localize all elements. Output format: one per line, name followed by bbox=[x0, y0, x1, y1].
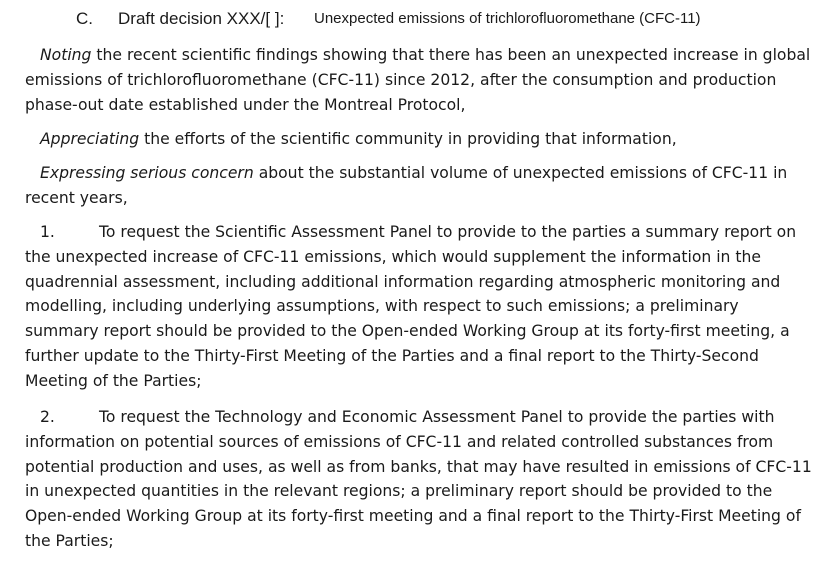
operative-paragraph-2 bbox=[25, 405, 817, 554]
preamble-text: the efforts of the scientific community in providing that information, bbox=[139, 130, 677, 148]
paragraph-number: 2. bbox=[40, 408, 55, 426]
preamble-text: the recent scientific findings showing that there has been an unexpected increase in global emissions of trichlorofluoromethane (CFC-11) since 2012, after the consumption and production phase-out date established under the Montreal Protocol, bbox=[25, 46, 811, 114]
preamble-paragraph-noting bbox=[25, 43, 817, 117]
operative-text: To request the Scientific Assessment Panel to provide to the parties a summary report on the unexpected increase of CFC-11 emissions, which would supplement the information in the quadrennial assessment, including additional information regarding atmospheric monitoring and modelling, including underlying assumptions, with respect to such emissions; a preliminary summary report should be provided to the Open-ended Working Group at its forty-first meeting, a further update to the Thirty-First Meeting of the Parties and a final report to the Thirty-Second Meeting of the Parties; bbox=[25, 223, 797, 390]
operative-paragraph-1 bbox=[25, 220, 817, 394]
paragraph-number: 1. bbox=[40, 223, 55, 241]
preamble-text: about the substantial volume of unexpected emissions of CFC-11 in recent years, bbox=[25, 164, 788, 207]
preamble-lead: Noting bbox=[40, 46, 92, 64]
preamble-paragraph-appreciating bbox=[25, 127, 817, 152]
operative-text: To request the Technology and Economic Assessment Panel to provide the parties with information on potential sources of emissions of CFC-11 and related controlled substances from potential production and uses, as well as from banks, that may have resulted in emissions of CFC-11 in unexpected quantities in the relevant regions; a preliminary report should be provided to the Open-ended Working Group at its forty-first meeting and a final report to the Thirty-First Meeting of the Parties; bbox=[25, 408, 812, 550]
preamble-lead: Expressing serious concern bbox=[40, 164, 254, 182]
preamble-paragraph-concern bbox=[25, 161, 817, 211]
section-letter: C. bbox=[76, 9, 93, 28]
preamble-lead: Appreciating bbox=[40, 130, 140, 148]
decision-number: Draft decision XXX/[ ]: bbox=[118, 9, 285, 28]
decision-title: Unexpected emissions of trichlorofluoromethane (CFC-11) bbox=[314, 10, 701, 27]
